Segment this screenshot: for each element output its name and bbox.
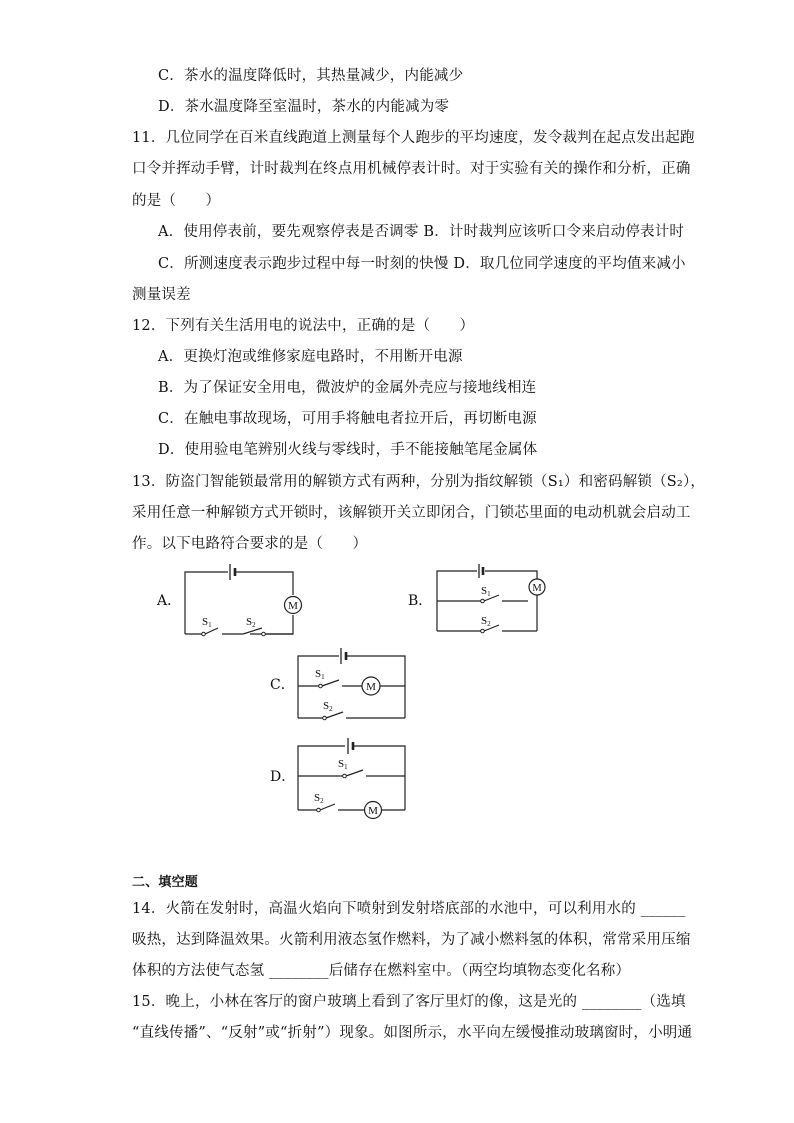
q11-options-ab: A．使用停表前，要先观察停表是否调零 B．计时裁判应该听口令来启动停表计时	[158, 224, 685, 240]
circuit-a-s2-label: S2	[246, 616, 256, 629]
q13-stem-line1: 13．防盗门智能锁最常用的解锁方式有两种，分别为指纹解锁（S₁）和密码解锁（S₂），	[132, 474, 706, 490]
q12-stem: 12．下列有关生活用电的说法中，正确的是（ ）	[132, 318, 475, 334]
circuit-b-label: B．	[408, 593, 433, 609]
circuit-b-s1-label: S1	[481, 585, 491, 598]
circuit-a-s1-label: S1	[202, 616, 212, 629]
circuit-b-diagram	[433, 563, 543, 635]
section-title-fill-blank: 二、填空题	[132, 875, 199, 890]
q12-option-b: B．为了保证安全用电，微波炉的金属外壳应与接地线相连	[158, 380, 537, 396]
q12-option-c: C．在触电事故现场，可用手将触电者拉开后，再切断电源	[158, 411, 537, 427]
q14-line1: 14．火箭在发射时，高温火焰向下喷射到发射塔底部的水池中，可以利用水的 ______	[132, 901, 686, 917]
circuit-a-label: A．	[157, 593, 182, 609]
q12-option-a: A．更换灯泡或维修家庭电路时，不用断开电源	[158, 349, 463, 365]
circuit-b-motor-label: M	[532, 583, 542, 594]
circuit-d-motor-label: M	[368, 805, 378, 817]
q11-options-cd: C．所测速度表示跑步过程中每一时刻的快慢 D．取几位同学速度的平均值来减小	[158, 256, 686, 272]
circuit-c-diagram	[295, 646, 413, 724]
q11-stem-line3: 的是（ ）	[132, 193, 221, 209]
circuit-d-s1-label: S1	[338, 758, 348, 771]
circuit-d-diagram	[295, 736, 413, 820]
circuit-d-s2-label: S2	[314, 792, 324, 805]
q11-stem-line1: 11．几位同学在百米直线跑道上测量每个人跑步的平均速度，发令裁判在起点发出起跑	[132, 130, 695, 146]
circuit-c-label: C．	[270, 677, 295, 693]
q15-line1: 15．晚上，小林在客厅的窗户玻璃上看到了客厅里灯的像，这是光的 ________（选填	[132, 994, 686, 1010]
circuit-a-motor-label: M	[288, 600, 298, 612]
circuit-c-s2-label: S2	[323, 700, 333, 713]
q13-stem-line3: 作。以下电路符合要求的是（ ）	[132, 536, 368, 552]
circuit-c-s1-label: S1	[315, 668, 325, 681]
q13-stem-line2: 采用任意一种解锁方式开锁时，该解锁开关立即闭合，门锁芯里面的电动机就会启动工	[132, 505, 691, 521]
q14-line2: 吸热，达到降温效果。火箭利用液态氢作燃料，为了减小燃料氢的体积，常常采用压缩	[132, 932, 691, 948]
circuit-b-s2-label: S2	[481, 615, 491, 628]
circuit-a-diagram	[180, 560, 300, 640]
circuit-d-label: D．	[270, 769, 296, 785]
circuit-c-motor-label: M	[366, 681, 376, 693]
q15-line2: “直线传播”、“反射”或“折射”）现象。如图所示，水平向左缓慢推动玻璃窗时，小明通	[132, 1025, 693, 1041]
q10-option-d: D．茶水温度降至室温时，茶水的内能减为零	[158, 99, 450, 115]
q11-stem-line2: 口令并挥动手臂，计时裁判在终点用机械停表计时。对于实验有关的操作和分析，正确	[132, 161, 691, 177]
q12-option-d: D．使用验电笔辨别火线与零线时，手不能接触笔尾金属体	[158, 442, 538, 458]
q11-option-d-cont: 测量误差	[132, 287, 191, 303]
q10-option-c: C．茶水的温度降低时，其热量减少，内能减少	[158, 68, 464, 84]
q14-line3: 体积的方法使气态氢 ________后储存在燃料室中。（两空均填物态变化名称）	[132, 963, 631, 979]
